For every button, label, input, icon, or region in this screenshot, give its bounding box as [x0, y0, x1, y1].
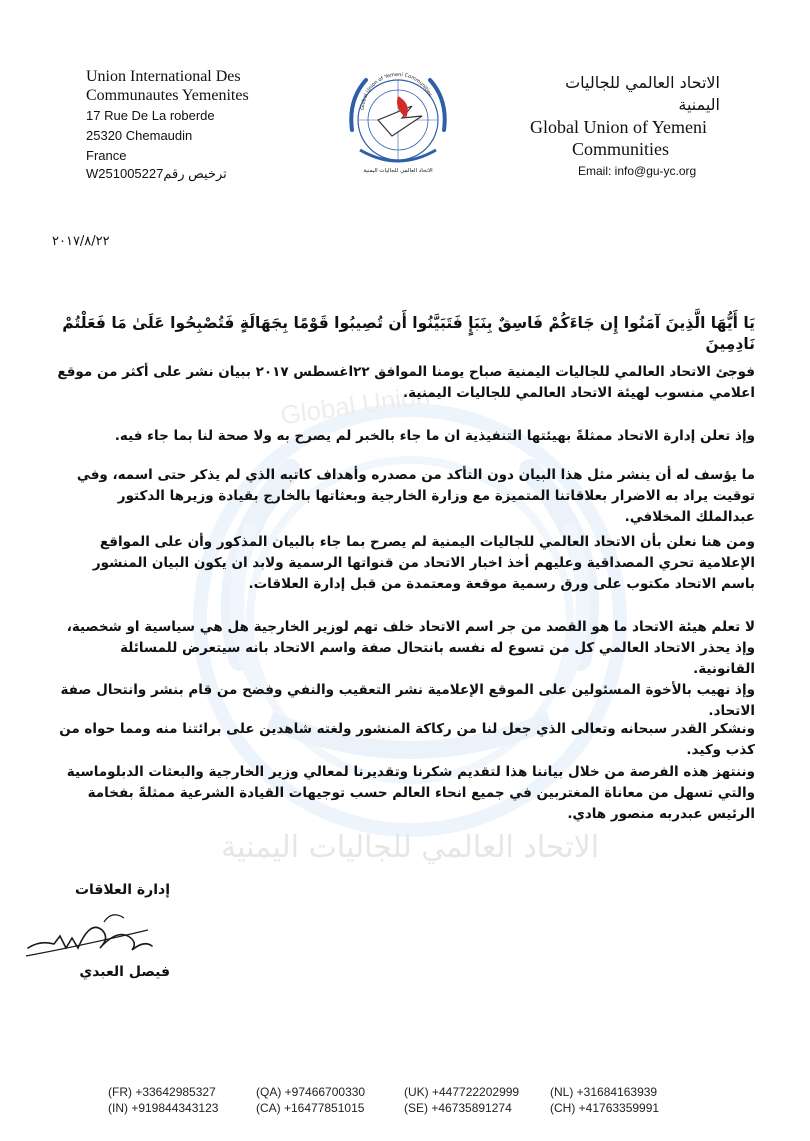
letter-date: ٢٠١٧/٨/٢٢ — [52, 234, 110, 249]
phone-ca: (CA) +16477851015 — [256, 1101, 365, 1115]
svg-text:Global Union of Yemeni Communi — [360, 72, 433, 110]
phone-qa: (QA) +97466700330 — [256, 1085, 366, 1099]
paragraph-5: لا تعلم هيئة الاتحاد ما هو القصد من جر اسم الاتحاد خلف تهم لوزير الخارجية هل هي سياسية او شخصية، وإذ يحذر الاتحاد العالمي كل من تسوع له نفسه بانتحال صفة واسم الاتحاد بانه سيتعرض للمسائلة القانونية. — [66, 619, 755, 677]
watermark-english-text: Global Union — [278, 379, 432, 431]
phone-nl: (NL) +31684163939 — [550, 1085, 658, 1099]
paragraph-4: ومن هنا نعلن بأن الاتحاد العالمي للجاليات اليمنية لم يصرح بما جاء بالبيان المذكور وأن على المواقع الإعلامية تحري المصداقية وعليهم أخذ اخبار الاتحاد من قنواتها الرسمية ولابد ان يكون البيان المنشور باسم الاتحاد مكتوب على ورق رسمية موقعة ومعتمدة من قبل إدارة العلاقات. — [92, 534, 755, 592]
paragraph-6: وإذ نهيب بالأخوة المسئولين على الموقع الإعلامية نشر التعقيب والنفي وفضح من قام بنشر وانتحال صفة الاتحاد. — [60, 682, 755, 719]
quran-verse: يَا أَيُّهَا الَّذِينَ آمَنُوا إِن جَاءَكُمْ فَاسِقٌ بِنَبَإٍ فَتَبَيَّنُوا أَن تُصِيبُوا قَوْمًا بِجَهَالَةٍ فَتُصْبِحُوا عَلَىٰ مَا فَعَلْتُمْ نَادِمِينَ — [62, 314, 755, 353]
paragraph-8: وننتهز هذه الفرصة من خلال بياننا هذا لتقديم شكرنا وتقديرنا لمعالي وزير الخارجية والبعثات الدبلوماسية والتي تسهل من معاناة المغتربين في جميع انحاء العالم حسب توجيهات القيادة الشرعية ممثلةً بفخامة الرئيس عبدربه منصور هادي. — [66, 764, 755, 822]
org-name-fr-line2: Communautes Yemenites — [86, 87, 249, 104]
phone-fr: (FR) +33642985327 — [108, 1085, 216, 1099]
address-line1: 17 Rue De La roberde — [86, 108, 215, 123]
phone-se: (SE) +46735891274 — [404, 1101, 512, 1115]
phone-ch: (CH) +41763359991 — [550, 1101, 660, 1115]
address-line2: 25320 Chemaudin — [86, 128, 193, 143]
signer-name: فيصل العبدي — [79, 964, 170, 980]
org-name-fr-line1: Union International Des — [86, 68, 241, 85]
contact-email: Email: info@gu-yc.org — [578, 164, 697, 178]
paragraph-7: ونشكر القدر سبحانه وتعالى الذي جعل لنا من ركاكة المنشور ولغته شاهدين على برائتنا منه ومما حواه من كذب وكيد. — [59, 721, 755, 758]
logo-top-text: Global Union of Yemeni Communities — [359, 71, 433, 111]
license-number: W251005227ترخيص رقم — [86, 166, 227, 181]
watermark-arabic-text: الاتحاد العالمي للجاليات اليمنية — [220, 830, 600, 865]
header-right — [520, 72, 750, 178]
phone-in: (IN) +919844343123 — [108, 1101, 219, 1115]
department-title: إدارة العلاقات — [74, 882, 170, 898]
org-name-en-line2: Communities — [572, 139, 670, 159]
paragraph-3: ما يؤسف له أن ينشر مثل هذا البيان دون التأكد من مصدره وأهداف كاتبه الذي لم يذكر حتى اسمه، وفي توقيت يراد به الاضرار بعلاقاتنا المتميزة مع وزارة الخارجية وبعثاتها بالخارج بقيادة وزيرها الدكتور عبدالملك المخلافي. — [76, 467, 755, 525]
address-line3: France — [86, 148, 127, 163]
handwritten-signature — [20, 900, 160, 970]
header-left — [86, 67, 326, 183]
org-name-ar: الاتحاد العالمي للجاليات اليمنية — [565, 73, 720, 114]
org-name-en-line1: Global Union of Yemeni — [530, 117, 707, 137]
phone-list — [108, 1085, 708, 1115]
paragraph-1: فوجئ الاتحاد العالمي للجاليات اليمنية صباح يومنا الموافق ٢٢اغسطس ٢٠١٧ ببيان نشر على أكثر من موقع اعلامي منسوب لهيئة الاتحاد العالمي للجاليات اليمنية. — [57, 364, 755, 401]
paragraph-2: وإذ تعلن إدارة الاتحاد ممثلةً بهيئتها التنفيذية ان ما جاء بالخبر لم يصرح به ولا صحة لنا بما جاء فيه. — [114, 428, 755, 444]
logo-bottom-text: الاتحاد العالمي للجاليات اليمنية — [363, 168, 433, 174]
organization-logo — [342, 60, 454, 178]
phone-uk: (UK) +447722202999 — [404, 1085, 520, 1099]
